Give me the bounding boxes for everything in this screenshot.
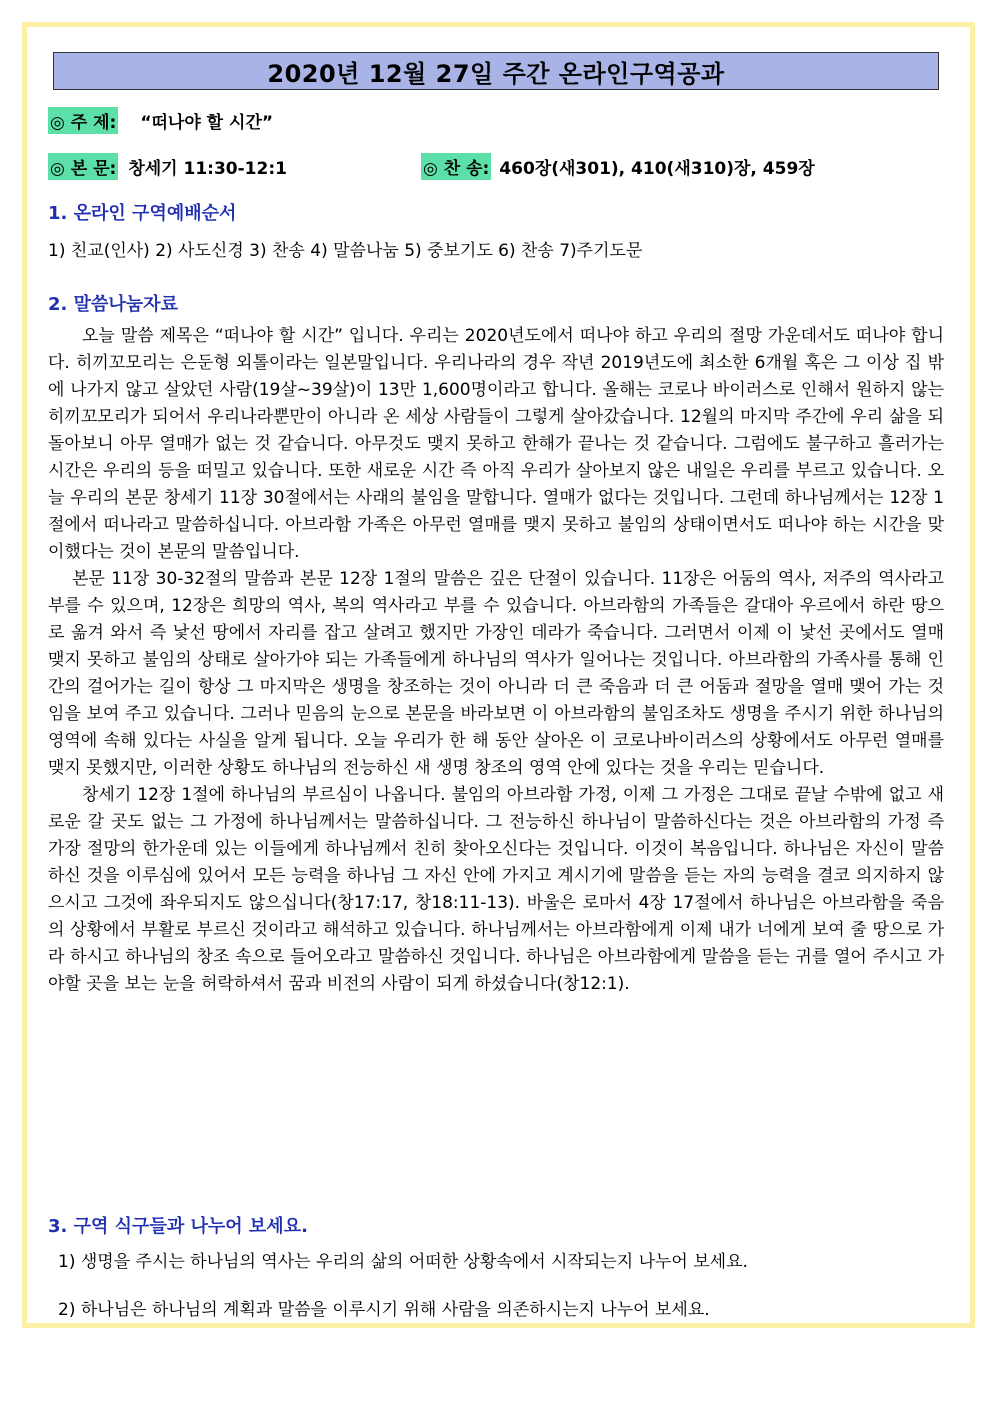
discussion-question-1: 1) 생명을 주시는 하나님의 역사는 우리의 삶의 어떠한 상황속에서 시작되는지 나누어 보세요. [58,1252,748,1272]
hymn-value: 460장(새301), 410(새310)장, 459장 [499,159,815,179]
sermon-paragraph-2: 본문 11장 30-32절의 말씀과 본문 12장 1절의 말씀은 깊은 단절이 있습니다. 11장은 어둠의 역사, 저주의 역사라고 부를 수 있으며, 12장은 희망의 역사, 복의 역사라고 부를 수 있습니다. 아브라함의 가족들은 갈대아 우르에서 하란 땅으로 옮겨 와서 즉 낯선 땅에서 자리를 잡고 살려고 했지만 가장인 데라가 죽습니다. 그러면서 이제 이 낯선 곳에서도 열매 맺지 못하고 불임의 상태로 살아가야 되는 가족들에게 하나님의 역사가 일어나는 것입니다. 아브라함의 가족사를 통해 인간의 걸어가는 길이 항상 그 마지막은 생명을 창조하는 것이 아니라 더 큰 죽음과 더 큰 어둠과 절망을 열매 맺어 가는 것임을 보여 주고 있습니다. 그러나 믿음의 눈으로 본문을 바라보면 이 아브라함의 불임조차도 생명을 주시기 위한 하나님의 영역에 속해 있다는 사실을 알게 됩니다. 오늘 우리가 한 해 동안 살아온 이 코로나바이러스의 상황에서도 아무런 열매를 맺지 못했지만, 이러한 상황도 하나님의 전능하신 새 생명 창조의 영역 안에 있다는 것을 우리는 믿습니다. [48,569,944,778]
scripture-value: 창세기 11:30-12:1 [128,159,287,179]
theme-label: ◎ 주 제: [48,107,118,134]
theme-row [48,107,273,134]
section1-heading: 1. 온라인 구역예배순서 [48,203,237,224]
title-banner [53,52,939,90]
sermon-paragraph-1: 오늘 말씀 제목은 “떠나야 할 시간” 입니다. 우리는 2020년도에서 떠나야 하고 우리의 절망 가운데서도 떠나야 합니다. 히끼꼬모리는 은둔형 외톨이라는 일본말입니다. 우리나라의 경우 작년 2019년도에 최소한 6개월 혹은 그 이상 집 밖에 나가지 않고 살았던 사람(19살~39살)이 13만 1,600명이라고 합니다. 올해는 코로나 바이러스로 인해서 원하지 않는 히끼꼬모리가 되어서 우리나라뿐만이 아니라 온 세상 사람들이 그렇게 살아갔습니다. 12월의 마지막 주간에 우리 삶을 되돌아보니 아무 열매가 없는 것 같습니다. 아무것도 맺지 못하고 한해가 끝나는 것 같습니다. 그럼에도 불구하고 흘러가는 시간은 우리의 등을 떠밀고 있습니다. 또한 새로운 시간 즉 아직 우리가 살아보지 않은 내일은 우리를 부르고 있습니다. 오늘 우리의 본문 창세기 11장 30절에서는 사래의 불임을 말합니다. 열매가 없다는 것입니다. 그런데 하나님께서는 12장 1절에서 떠나라고 말씀하십니다. 아브라함 가족은 아무런 열매를 맺지 못하고 불임의 상태이면서도 떠나야 하는 시간을 맞이했다는 것이 본문의 말씀입니다. [48,326,944,562]
scripture-row [48,153,287,180]
section3-heading: 3. 구역 식구들과 나누어 보세요. [48,1216,308,1237]
page-title: 2020년 12월 27일 주간 온라인구역공과 [267,59,725,88]
worship-order: 1) 친교(인사) 2) 사도신경 3) 찬송 4) 말씀나눔 5) 중보기도 6) 찬송 7)주기도문 [48,241,643,261]
sermon-body [48,323,944,998]
theme-value: “떠나야 할 시간” [140,113,274,133]
hymn-label: ◎ 찬 송: [421,153,491,180]
discussion-question-2: 2) 하나님은 하나님의 계획과 말씀을 이루시기 위해 사람을 의존하시는지 나누어 보세요. [58,1300,710,1320]
sermon-paragraph-3: 창세기 12장 1절에 하나님의 부르심이 나옵니다. 불임의 아브라함 가정, 이제 그 가정은 그대로 끝날 수밖에 없고 새로운 갈 곳도 없는 그 가정에 하나님께서는 말씀하십니다. 그 전능하신 하나님이 말씀하신다는 것은 아브라함의 가정 즉 가장 절망의 한가운데 있는 이들에게 하나님께서 친히 찾아오신다는 것입니다. 이것이 복음입니다. 하나님은 자신이 말씀하신 것을 이루심에 있어서 모든 능력을 하나님 그 자신 안에 가지고 계시기에 말씀을 듣는 자의 능력을 결코 의지하지 않으시고 그것에 좌우되지도 않으십니다(창17:17, 창18:11-13). 바울은 로마서 4장 17절에서 하나님은 아브라함을 죽음의 상황에서 부활로 부르신 것이라고 해석하고 있습니다. 하나님께서는 아브라함에게 이제 내가 너에게 보여 줄 땅으로 가라 하시고 하나님의 창조 속으로 들어오라고 말씀하신 것입니다. 하나님은 아브라함에게 말씀을 듣는 귀를 열어 주시고 가야할 곳을 보는 눈을 허락하셔서 꿈과 비전의 사람이 되게 하셨습니다(창12:1). [48,785,944,994]
section2-heading: 2. 말씀나눔자료 [48,294,178,315]
scripture-label: ◎ 본 문: [48,153,118,180]
hymn-row [421,153,815,180]
